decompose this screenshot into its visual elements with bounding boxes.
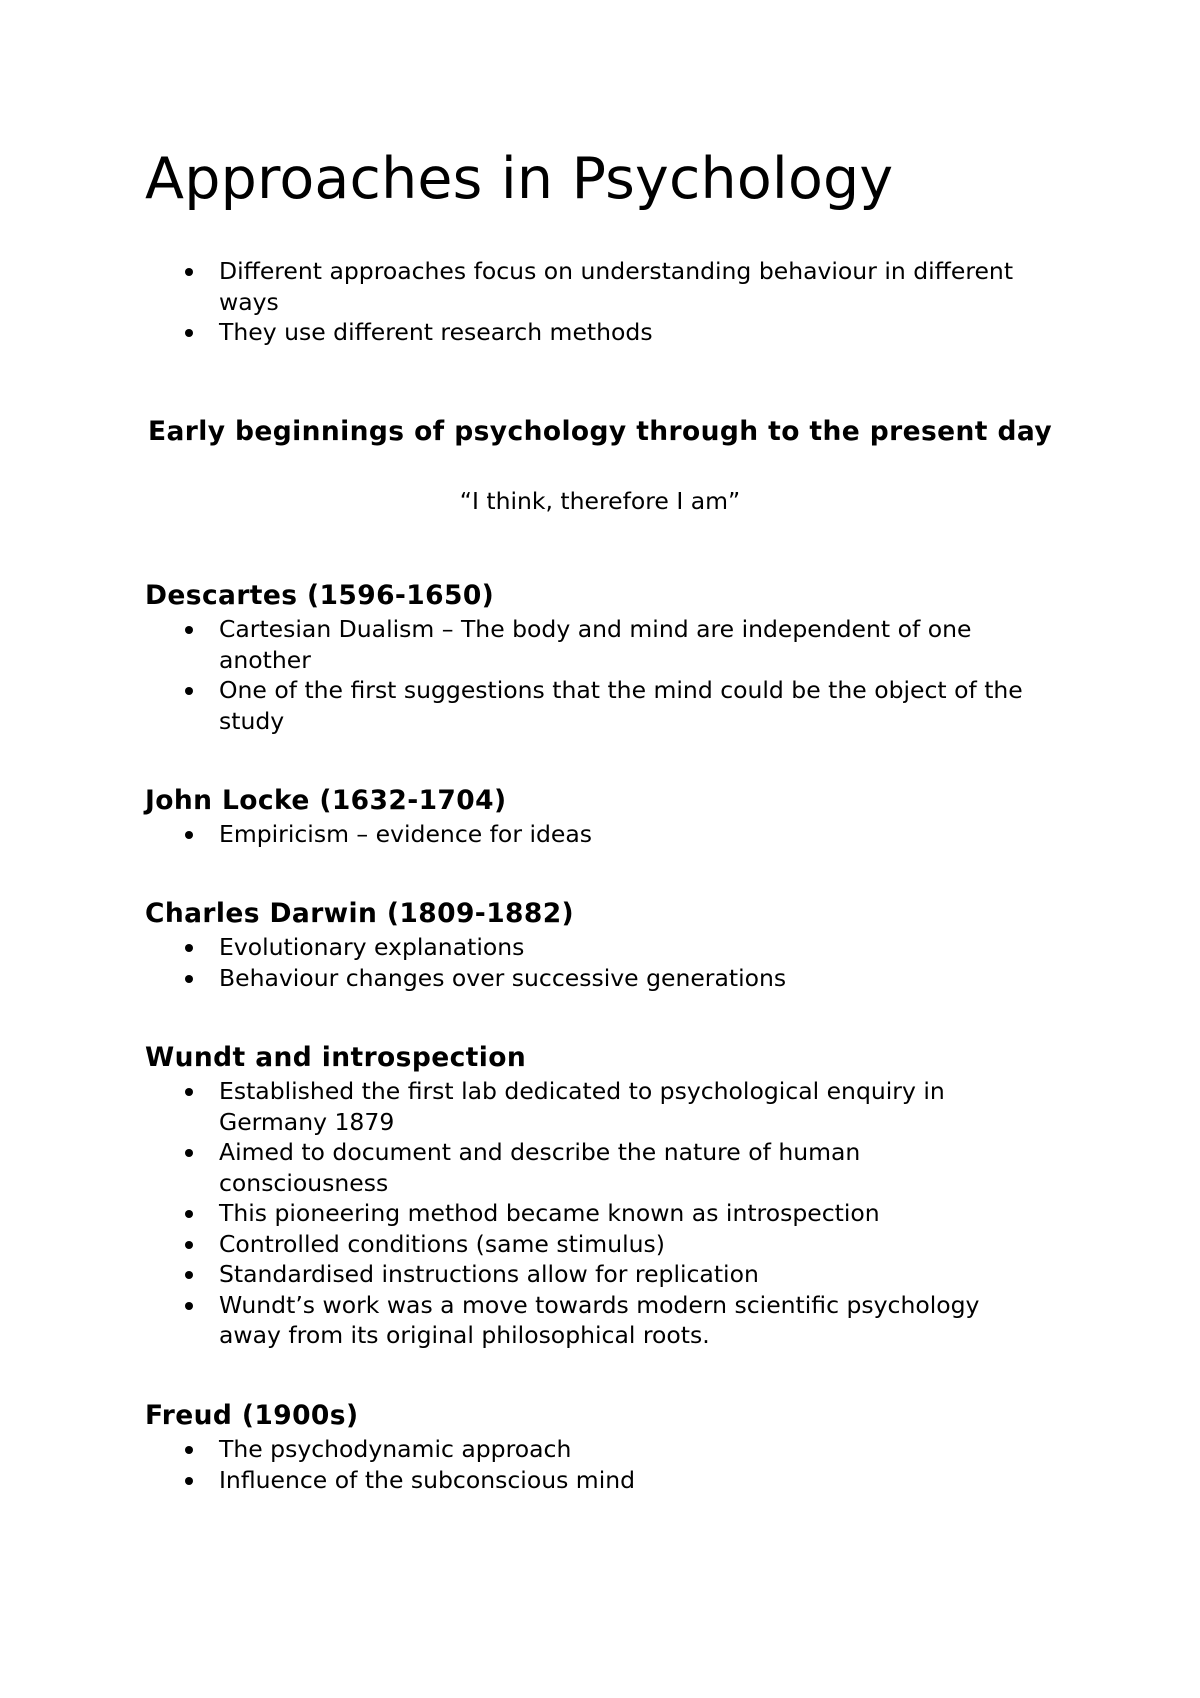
list-item: Cartesian Dualism – The body and mind are independent of one another [185,614,1065,675]
early-beginnings-heading: Early beginnings of psychology through to the present day [148,416,1052,447]
freud-bullet-list [185,1434,1065,1495]
section-heading-freud: Freud (1900s) [145,1400,359,1431]
list-item: Evolutionary explanations [185,932,1065,963]
wundt-bullet-list [185,1076,1005,1351]
section-heading-wundt: Wundt and introspection [145,1042,527,1073]
list-item: One of the first suggestions that the mind could be the object of the study [185,675,1065,736]
section-heading-charles-darwin: Charles Darwin (1809-1882) [145,898,575,929]
list-item: This pioneering method became known as introspection [185,1198,1005,1229]
list-item: The psychodynamic approach [185,1434,1065,1465]
section-heading-descartes: Descartes (1596-1650) [145,580,495,611]
list-item: Aimed to document and describe the nature of human consciousness [185,1137,1005,1198]
list-item: Behaviour changes over successive generations [185,963,1065,994]
list-item: Standardised instructions allow for replication [185,1259,1005,1290]
list-item: Influence of the subconscious mind [185,1465,1065,1496]
intro-bullet-list [185,256,1045,348]
list-item: Wundt’s work was a move towards modern scientific psychology away from its original philosophical roots. [185,1290,1005,1351]
list-item: Established the first lab dedicated to psychological enquiry in Germany 1879 [185,1076,1005,1137]
descartes-quote: “I think, therefore I am” [459,487,741,515]
document-title: Approaches in Psychology [145,146,894,212]
charles-darwin-bullet-list [185,932,1065,993]
john-locke-bullet-list [185,819,1065,850]
list-item: Different approaches focus on understanding behaviour in different ways [185,256,1045,317]
list-item: Empiricism – evidence for ideas [185,819,1065,850]
section-heading-john-locke: John Locke (1632-1704) [145,785,507,816]
descartes-bullet-list [185,614,1065,736]
list-item: They use different research methods [185,317,1045,348]
list-item: Controlled conditions (same stimulus) [185,1229,1005,1260]
